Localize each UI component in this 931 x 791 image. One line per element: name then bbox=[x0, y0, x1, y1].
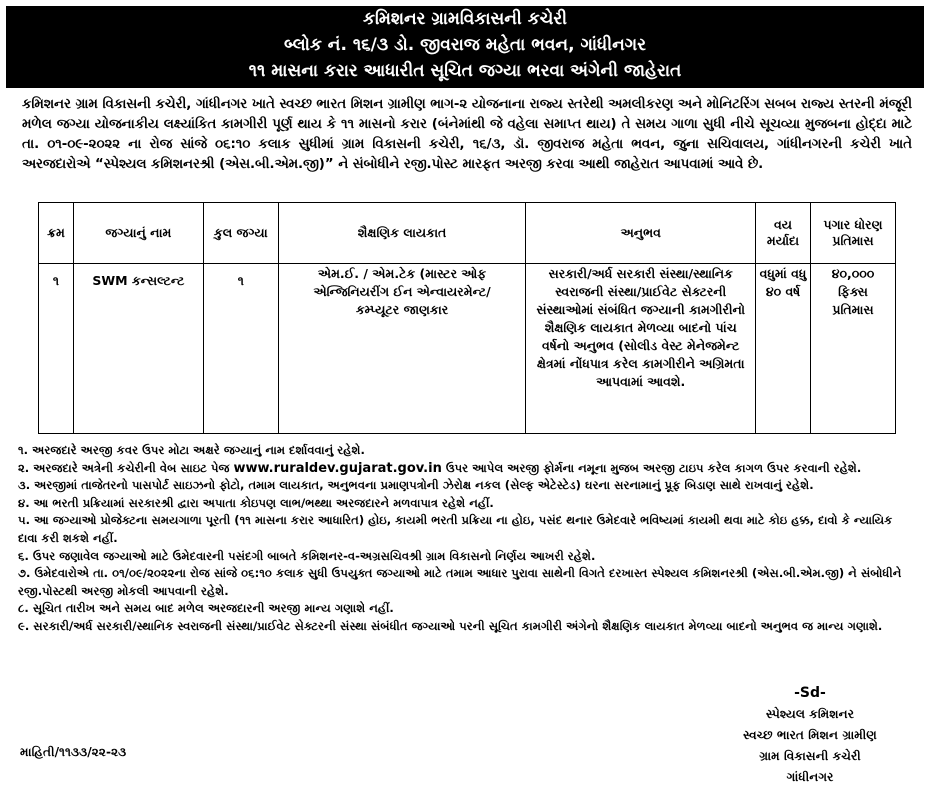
list-item: ૧. અરજદારે અરજી કવર ઉપર મોટા અક્ષરે જગ્યાનું નામ દર્શાવવાનું રહેશે. bbox=[18, 443, 365, 457]
table-row bbox=[39, 264, 896, 434]
signatory-office: ગ્રામ વિકાસની કચેરી bbox=[759, 749, 861, 763]
cell-experience: સરકારી/અર્ધ સરકારી સંસ્થા/સ્થાનિક સ્વરાજની સંસ્થા/પ્રાઈવેટ સેક્ટરની સંસ્થાઓમાં સંબંધિત જગ્યાની કામગીરીનો શૈક્ષણિક લાયકાત મેળવ્યા બાદનો પાંચ વર્ષનો અનુભવ (સોલીડ વેસ્ટ મેનેજમેન્ટ ક્ષેત્રમાં નોંધપાત્ર કરેલ કામગીરીને અગ્રિમતા આપવામાં આવશે. bbox=[526, 264, 756, 434]
header-salary: પગાર ધોરણ પ્રતિમાસ bbox=[811, 203, 896, 264]
cell-total-posts: ૧ bbox=[203, 264, 278, 434]
list-item: ૮. સૂચિત તારીખ અને સમય બાદ મળેલ અરજદારની અરજી માન્ય ગણાશે નહીં. bbox=[18, 601, 394, 616]
header-post-name: જગ્યાનું નામ bbox=[73, 203, 203, 264]
header-total-posts: કુલ જગ્યા bbox=[203, 203, 278, 264]
list-item: ૩. અરજીમાં તાજેતરનો પાસપોર્ટ સાઇઝનો ફોટો, તમામ લાયકાત, અનુભવના પ્રમાણપત્રોની ઝેરોક્ષ નકલ (સેલ્ફ એટેસ્ટેડ) ઘરના સરનામાનું પ્રૂફ બિડાણ સાથે રાખવાનું રહેશે. bbox=[18, 478, 814, 493]
signature-block bbox=[700, 683, 920, 788]
reference-number: માહિતી/૧૧૩૩/૨૨-૨૩ bbox=[20, 745, 127, 759]
office-address: બ્લોક નં. ૧૬/૩ ડો. જીવરાજ મહેતા ભવન, ગાંધીનગર bbox=[284, 35, 646, 55]
cell-sr: ૧ bbox=[39, 264, 74, 434]
header-qualification: શૈક્ષણિક લાયકાત bbox=[278, 203, 526, 264]
header-age-limit: વય મર્યાદા bbox=[756, 203, 811, 264]
note-text: ૨. અરજદારે અત્રેની કચેરીની વેબ સાઇટ પેજ bbox=[18, 460, 234, 475]
list-item: ૪. આ ભરતી પ્રક્રિયામાં સરકારશ્રી દ્વારા અપાતા કોઇપણ લાભ/ભથ્થા અરજદારને મળવાપાત્ર રહેશે નહીં. bbox=[18, 495, 494, 510]
signatory-designation: સ્પેશ્યલ કમિશનર bbox=[765, 707, 855, 721]
list-item: ૫. આ જગ્યાઓ પ્રોજેક્ટના સમયગાળા પૂરતી (૧૧ માસના કરાર આધારિત) હોઇ, કાયમી ભરતી પ્રક્રિયા ના હોઇ, પસંદ થનાર ઉમેદવારે ભવિષ્યમાં કાયમી થવા માટે કોઇ હક્ક, દાવો કે ન્યાયિક દાવા કરી શકશે નહીં. bbox=[18, 513, 893, 545]
list-item bbox=[18, 460, 913, 478]
header-experience: અનુભવ bbox=[526, 203, 756, 264]
cell-qualification: એમ.ઈ. / એમ.ટેક (માસ્ટર ઓફ એન્જિનિયરીંગ ઈન એન્વાયરમેન્ટ/કમ્પ્યૂટર જાણકાર bbox=[278, 264, 526, 434]
cell-post-name: SWM કન્સલ્ટન્ટ bbox=[73, 264, 203, 434]
note-text: ઉપર આપેલ અરજી ફોર્મના નમૂના મુજબ અરજી ટાઇપ કરેલ કાગળ ઉપર કરવાની રહેશે. bbox=[441, 460, 862, 475]
header-sr: ક્રમ bbox=[39, 203, 74, 264]
cell-salary: ૪૦,૦૦૦ ફિક્સ પ્રતિમાસ bbox=[811, 264, 896, 434]
list-item: ૬. ઉપર જણાવેલ જગ્યાઓ માટે ઉમેદવારની પસંદગી બાબતે કમિશનર-વ-અગ્રસચિવશ્રી ગ્રામ વિકાસનો નિર્ણય આખરી રહેશે. bbox=[18, 548, 596, 563]
list-item: ૭. ઉમેદવારોએ તા. ૦૧/૦૯/૨૦૨૨ના રોજ સાંજે ૦૬:૧૦ કલાક સુધી ઉપયુક્ત જગ્યાઓ માટે તમામ આધાર પુરાવા સાથેની વિગતે દરખાસ્ત સ્પેશ્યલ કમિશનરશ્રી (એસ.બી.એમ.જી) ને સંબોધીને રજી.પોસ્ટથી અરજી મોકલી આપવાની રહેશે. bbox=[18, 566, 902, 598]
signature-sd: -Sd- bbox=[794, 685, 826, 701]
intro-paragraph: કમિશનર ગ્રામ વિકાસની કચેરી, ગાંધીનગર ખાતે સ્વચ્છ ભારત મિશન ગ્રામીણ ભાગ-૨ યોજનાના રાજ્ય સ્તરેથી અમલીકરણ અને મોનિટરિંગ સબબ રાજ્ય સ્તરની મંજૂરી મળેલ જગ્યા યોજનાકીય લક્ષ્યાંકિત કામગીરી પૂર્ણ થાય કે ૧૧ માસનો કરાર (બંનેમાંથી જે વહેલા સમાપ્ત થાય) તે સમય ગાળા સુધી નીચે સૂચવ્યા મુજબના હોદ્દા માટે તા. ૦૧-૦૯-૨૦૨૨ ના રોજ સાંજે ૦૬:૧૦ કલાક સુધીમાં ગ્રામ વિકાસની કચેરી, ૧૬/૩, ડૉ. જીવરાજ મહેતા ભવન, જુના સચિવાલય, ગાંધીનગરની કચેરી ખાતે અરજદારોએ “સ્પેશ્યલ કમિશનરશ્રી (એસ.બી.એમ.જી)” ને સંબોધીને રજી.પોસ્ટ મારફત અરજી કરવા આથી જાહેરાત આપવામાં આવે છે. bbox=[22, 97, 912, 172]
list-item: ૯. સરકારી/અર્ધ સરકારી/સ્થાનિક સ્વરાજની સંસ્થા/પ્રાઈવેટ સેક્ટરની સંસ્થા સંબંધીત જગ્યાઓ પરની સૂચિત કામગીરી અંગેનો શૈક્ષણિક લાયકાત મેળવ્યા બાદનો અનુભવ જ માન્ય ગણાશે. bbox=[18, 618, 883, 633]
header-banner bbox=[6, 6, 924, 88]
office-title: કમિશનર ગ્રામવિકાસની કચેરી bbox=[363, 9, 567, 29]
table-header-row bbox=[39, 203, 896, 264]
cell-age-limit: વધુમાં વધુ ૪૦ વર્ષ bbox=[756, 264, 811, 434]
website-link[interactable]: www.ruraldev.gujarat.gov.in bbox=[233, 460, 442, 476]
instructions-list bbox=[18, 442, 913, 636]
signatory-mission: સ્વચ્છ ભારત મિશન ગ્રામીણ bbox=[743, 728, 877, 742]
signatory-city: ગાંધીનગર bbox=[786, 770, 834, 784]
advertisement-title: ૧૧ માસના કરાર આધારીત સૂચિત જગ્યા ભરવા અંગેની જાહેરાત bbox=[248, 61, 682, 81]
posts-table bbox=[38, 202, 896, 434]
